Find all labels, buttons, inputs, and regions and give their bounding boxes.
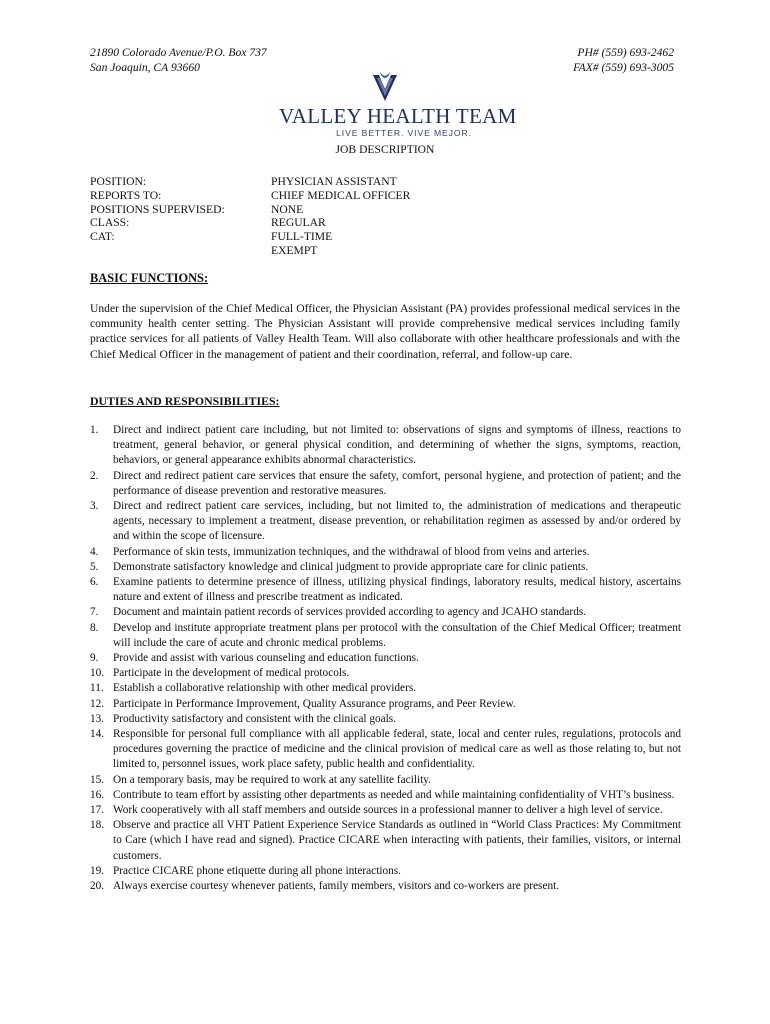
duty-text: Direct and redirect patient care services that ensure the safety, comfort, personal hygiene, and protection of patient; and the performance of disease prevention and restorative measures. <box>113 469 681 497</box>
label-class: CLASS: <box>90 216 130 230</box>
duty-item <box>90 666 681 681</box>
duty-number: 20. <box>90 880 105 893</box>
value-reports-to: CHIEF MEDICAL OFFICER <box>271 188 411 202</box>
duty-item <box>90 469 681 499</box>
duty-item <box>90 697 681 712</box>
duty-number: 12. <box>90 697 105 710</box>
duty-text: Demonstrate satisfactory knowledge and clinical judgment to provide appropriate care for clinic patients. <box>113 560 589 573</box>
duty-item <box>90 864 681 879</box>
duty-item <box>90 575 681 605</box>
duty-item <box>90 651 681 666</box>
duty-number: 7. <box>90 606 99 619</box>
duty-text: Performance of skin tests, immunization techniques, and the withdrawal of blood from veins and arteries. <box>113 545 590 558</box>
duty-number: 8. <box>90 621 99 634</box>
duty-item <box>90 621 681 651</box>
value-exempt: EXEMPT <box>271 243 318 257</box>
duty-number: 13. <box>90 712 105 725</box>
address-block <box>90 46 267 75</box>
duty-text: Participate in the development of medical protocols. <box>113 667 350 680</box>
document-title: JOB DESCRIPTION <box>335 143 435 156</box>
duty-item <box>90 818 681 864</box>
duty-text: Provide and assist with various counseling and education functions. <box>113 652 419 665</box>
basic-functions-paragraph: Under the supervision of the Chief Medical Officer, the Physician Assistant (PA) provides professional medical services in the community health center setting. The Physician Assistant will provide comprehensive medical services including family practice services for all patients of Valley Health Team. Will also collaborate with other healthcare professionals and with the Chief Medical Officer in the management of patient and their coordination, referral, and follow-up care. <box>90 302 680 361</box>
address-street: 21890 Colorado Avenue/P.O. Box 737 <box>90 46 267 59</box>
contact-block <box>573 46 674 75</box>
duty-text: Always exercise courtesy whenever patients, family members, visitors and co-workers are present. <box>113 880 560 893</box>
duty-text: Direct and redirect patient care services, including, but not limited to, the administration of medications and therapeutic agents, necessary to implement a treatment, disease prevention, or rehabilitation regimen as assessed by and/or ordered by and within the scope of licensure. <box>113 500 681 543</box>
duty-number: 11. <box>90 682 104 695</box>
duty-item <box>90 773 681 788</box>
duty-text: Document and maintain patient records of services provided according to agency and JCAHO standards. <box>113 606 587 619</box>
duty-item <box>90 605 681 620</box>
duty-text: Develop and institute appropriate treatment plans per protocol with the consultation of the Chief Medical Officer; treatment will include the care of acute and chronic medical problems. <box>113 621 681 649</box>
address-city: San Joaquin, CA 93660 <box>90 60 200 74</box>
duty-text: Participate in Performance Improvement, Quality Assurance programs, and Peer Review. <box>113 697 516 710</box>
duty-item <box>90 727 681 773</box>
label-positions-supervised: POSITIONS SUPERVISED: <box>90 202 225 216</box>
valley-health-v-mark-icon <box>372 71 398 103</box>
duty-number: 2. <box>90 469 99 482</box>
duty-text: On a temporary basis, may be required to work at any satellite facility. <box>113 773 431 786</box>
duty-number: 1. <box>90 424 99 436</box>
logo-wordmark: VALLEY HEALTH TEAM <box>279 104 517 128</box>
duty-item <box>90 545 681 560</box>
duty-text: Responsible for personal full compliance with all applicable federal, state, local and center rules, regulations, protocols and procedures governing the practice of medicine and the clinical provision of medical care as well as those relating to, but not limited to, personnel issues, work place safety, public health and confidentiality. <box>113 728 681 771</box>
value-cat: FULL-TIME <box>271 230 333 244</box>
value-positions-supervised: NONE <box>271 202 304 216</box>
duty-number: 3. <box>90 500 99 513</box>
duty-number: 9. <box>90 652 99 665</box>
duty-item <box>90 681 681 696</box>
duty-text: Productivity satisfactory and consistent with the clinical goals. <box>113 712 396 725</box>
duty-text: Practice CICARE phone etiquette during all phone interactions. <box>113 864 401 877</box>
duty-number: 6. <box>90 576 99 589</box>
duty-number: 18. <box>90 819 105 832</box>
duty-text: Examine patients to determine presence of illness, utilizing physical findings, laboratory results, medical history, ascertains nature and extent of illness and prescribe treatment as indicated. <box>113 576 681 604</box>
duty-text: Establish a collaborative relationship with other medical providers. <box>113 682 417 695</box>
duty-item <box>90 712 681 727</box>
fax-number: FAX# (559) 693-3005 <box>573 60 674 74</box>
phone-number: PH# (559) 693-2462 <box>577 46 674 59</box>
duty-number: 10. <box>90 667 105 680</box>
duty-number: 4. <box>90 545 99 558</box>
job-info-values <box>271 175 410 258</box>
duty-number: 15. <box>90 773 105 786</box>
duty-text: Contribute to team effort by assisting other departments as needed and while maintaining confidentiality of VHT’s business. <box>113 788 675 801</box>
duty-item <box>90 499 681 545</box>
duty-number: 16. <box>90 788 105 801</box>
duty-number: 5. <box>90 560 99 573</box>
duty-number: 19. <box>90 864 105 877</box>
duty-number: 14. <box>90 728 105 741</box>
logo-tagline: LIVE BETTER. VIVE MEJOR. <box>336 128 472 138</box>
duties-list <box>90 423 681 894</box>
duty-item <box>90 788 681 803</box>
valley-health-logo <box>279 71 517 141</box>
duty-text: Work cooperatively with all staff members and outside sources in a professional manner to deliver a high level of service. <box>113 804 663 817</box>
duty-item <box>90 803 681 818</box>
label-cat: CAT: <box>90 230 115 244</box>
job-info-labels <box>90 175 225 244</box>
duty-item <box>90 560 681 575</box>
label-reports-to: REPORTS TO: <box>90 188 162 202</box>
duties-heading: DUTIES AND RESPONSIBILITIES: <box>90 394 280 408</box>
duty-text: Observe and practice all VHT Patient Experience Service Standards as outlined in “World Class Practices: My Commitment to Care (which I have read and signed). Practice CICARE when interacting with patients, their families, visitors, or internal customers. <box>113 819 681 862</box>
duty-item <box>90 423 681 469</box>
duty-number: 17. <box>90 804 105 817</box>
label-position: POSITION: <box>90 175 147 188</box>
duty-text: Direct and indirect patient care including, but not limited to: observations of signs and symptoms of illness, reactions to treatment, general behavior, or general physical condition, and determining of whether the signs, symptoms, reaction, behaviors, or general appearance exhibits abnormal characteristics. <box>113 424 681 467</box>
value-class: REGULAR <box>271 216 326 230</box>
duty-item <box>90 879 681 894</box>
value-position: PHYSICIAN ASSISTANT <box>271 175 397 188</box>
basic-functions-heading: BASIC FUNCTIONS: <box>90 271 209 285</box>
